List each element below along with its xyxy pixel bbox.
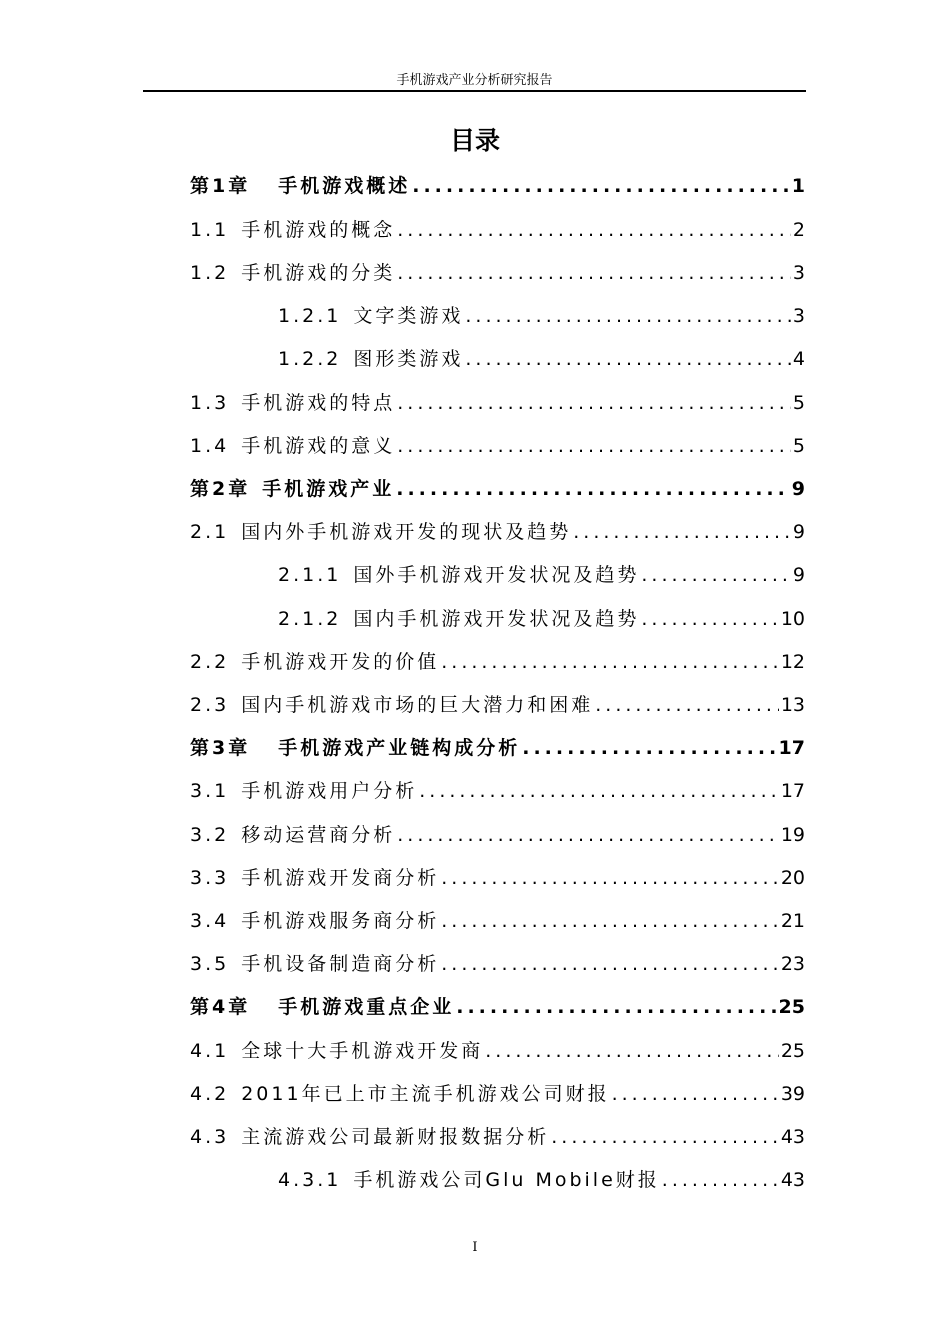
toc-entry[interactable] [278,302,805,330]
toc-entry-number: 3.5 [190,953,230,975]
toc-dot-leader [397,216,791,244]
toc-entry-number: 3.2 [190,824,230,846]
toc-entry[interactable] [190,172,805,200]
toc-entry[interactable] [190,950,805,978]
toc-entry-number: 4.3 [190,1126,230,1148]
toc-entry-label: 手机游戏的概念 [241,219,396,241]
toc-entry-label: 手机游戏开发的价值 [241,651,440,673]
toc-entry[interactable] [190,518,805,546]
toc-entry-number: 3.1 [190,780,230,802]
toc-dot-leader [397,432,791,460]
toc-entry-label: 手机游戏的特点 [241,392,396,414]
toc-entry-page: 4 [792,348,805,370]
toc-entry[interactable] [278,561,805,589]
toc-entry-label: 国内手机游戏开发状况及趋势 [353,608,640,630]
toc-entry-page: 25 [780,1040,805,1062]
toc-entry-label: 手机游戏产业链构成分析 [278,737,521,759]
toc-entry[interactable] [190,864,805,892]
toc-entry-page: 43 [780,1169,805,1191]
toc-dot-leader [612,1080,779,1108]
toc-dot-leader [662,1166,779,1194]
header-title: 手机游戏产业分析研究报告 [396,73,553,88]
toc-dot-leader [396,475,790,503]
toc-entry[interactable] [278,605,805,633]
toc-entry[interactable] [190,1037,805,1065]
toc-entry-page: 9 [792,564,805,586]
toc-entry-label: 手机游戏重点企业 [278,996,455,1018]
toc-entry-number: 2.3 [190,694,230,716]
toc-entry-page: 25 [778,996,805,1018]
toc-dot-leader [419,777,779,805]
toc-dot-leader [397,259,791,287]
toc-entry-page: 5 [792,435,805,457]
toc-entry[interactable] [190,1080,805,1108]
toc-entry[interactable] [278,345,805,373]
toc-entry-label: 手机游戏公司Glu Mobile财报 [353,1169,660,1191]
toc-entry-number: 2.1.2 [278,608,342,630]
toc-dot-leader [441,648,779,676]
toc-dot-leader [441,864,779,892]
toc-entry[interactable] [190,259,805,287]
toc-entry-label: 全球十大手机游戏开发商 [241,1040,484,1062]
toc-entry[interactable] [190,1123,805,1151]
toc-entry-label: 手机游戏的分类 [241,262,396,284]
toc-entry-page: 17 [780,780,805,802]
toc-entry-label: 国内外手机游戏开发的现状及趋势 [241,521,572,543]
toc-dot-leader [465,302,791,330]
toc-entry-page: 20 [780,867,805,889]
toc-entry[interactable] [190,821,805,849]
toc-entry-number: 2.1.1 [278,564,342,586]
toc-entry-label: 手机游戏用户分析 [241,780,418,802]
toc-entry-number: 4.3.1 [278,1169,342,1191]
toc-dot-leader [456,993,776,1021]
toc-entry[interactable] [190,389,805,417]
toc-entry-number: 3.3 [190,867,230,889]
toc-entry-number: 1.2.2 [278,348,342,370]
toc-entry-page: 9 [791,478,805,500]
toc-dot-leader [412,172,790,200]
toc-entry-number: 1.2.1 [278,305,342,327]
toc-entry-page: 2 [792,219,805,241]
toc-entry[interactable] [190,216,805,244]
toc-entry-page: 9 [792,521,805,543]
toc-entry[interactable] [190,432,805,460]
toc-entry-page: 12 [780,651,805,673]
toc-entry-label: 文字类游戏 [353,305,464,327]
page-header [143,72,806,92]
page-number: I [472,1240,478,1255]
toc-entry-page: 3 [792,262,805,284]
toc-dot-leader [641,561,791,589]
toc-entry-number: 第4章 [190,996,251,1018]
toc-entry-number: 1.1 [190,219,230,241]
toc-entry-page: 39 [780,1083,805,1105]
toc-entry[interactable] [190,475,805,503]
toc-entry-page: 1 [791,175,805,197]
toc-dot-leader [397,821,779,849]
toc-title: 目录 [449,126,500,155]
toc-dot-leader [441,907,779,935]
toc-entry-page: 3 [792,305,805,327]
toc-dot-leader [465,345,791,373]
toc-entry-label: 图形类游戏 [353,348,464,370]
toc-entry-number: 4.1 [190,1040,230,1062]
toc-dot-leader [573,518,791,546]
toc-entry-label: 手机游戏概述 [278,175,411,197]
toc-entry-number: 第1章 [190,175,251,197]
toc-dot-leader [441,950,779,978]
toc-entry-label: 国内手机游戏市场的巨大潜力和困难 [241,694,594,716]
toc-dot-leader [641,605,778,633]
toc-entry-number: 1.4 [190,435,230,457]
toc-entry-page: 21 [780,910,805,932]
toc-entry-number: 第3章 [190,737,251,759]
toc-entry-label: 手机游戏开发商分析 [241,867,440,889]
toc-entry[interactable] [190,691,805,719]
toc-dot-leader [485,1037,779,1065]
toc-entry[interactable] [190,648,805,676]
toc-entry-number: 4.2 [190,1083,230,1105]
toc-dot-leader [595,691,779,719]
toc-entry-page: 23 [780,953,805,975]
toc-entry-page: 19 [780,824,805,846]
toc-entry[interactable] [190,777,805,805]
toc-entry[interactable] [190,907,805,935]
toc-entry-number: 2.1 [190,521,230,543]
toc-dot-leader [522,734,776,762]
toc-entry-number: 1.2 [190,262,230,284]
toc-entry-number: 3.4 [190,910,230,932]
toc-entry-label: 主流游戏公司最新财报数据分析 [241,1126,550,1148]
page-footer [0,1240,950,1255]
toc-dot-leader [397,389,791,417]
toc-entry-number: 2.2 [190,651,230,673]
toc-entry-page: 13 [780,694,805,716]
toc-entry[interactable] [190,993,805,1021]
toc-entry-label: 手机游戏产业 [262,478,395,500]
toc-entry-label: 手机游戏的意义 [241,435,396,457]
toc-dot-leader [551,1123,779,1151]
toc-entry[interactable] [278,1166,805,1194]
toc-entry-label: 手机设备制造商分析 [241,953,440,975]
toc-entry-label: 国外手机游戏开发状况及趋势 [353,564,640,586]
toc-entry-page: 17 [778,737,805,759]
toc-entry-number: 1.3 [190,392,230,414]
toc-entry[interactable] [190,734,805,762]
toc-entry-page: 43 [780,1126,805,1148]
toc-entry-number: 第2章 [190,478,251,500]
toc-entry-label: 移动运营商分析 [241,824,396,846]
toc-entry-page: 10 [780,608,805,630]
toc-entry-label: 2011年已上市主流手机游戏公司财报 [241,1083,610,1105]
toc-entry-page: 5 [792,392,805,414]
toc-entry-label: 手机游戏服务商分析 [241,910,440,932]
